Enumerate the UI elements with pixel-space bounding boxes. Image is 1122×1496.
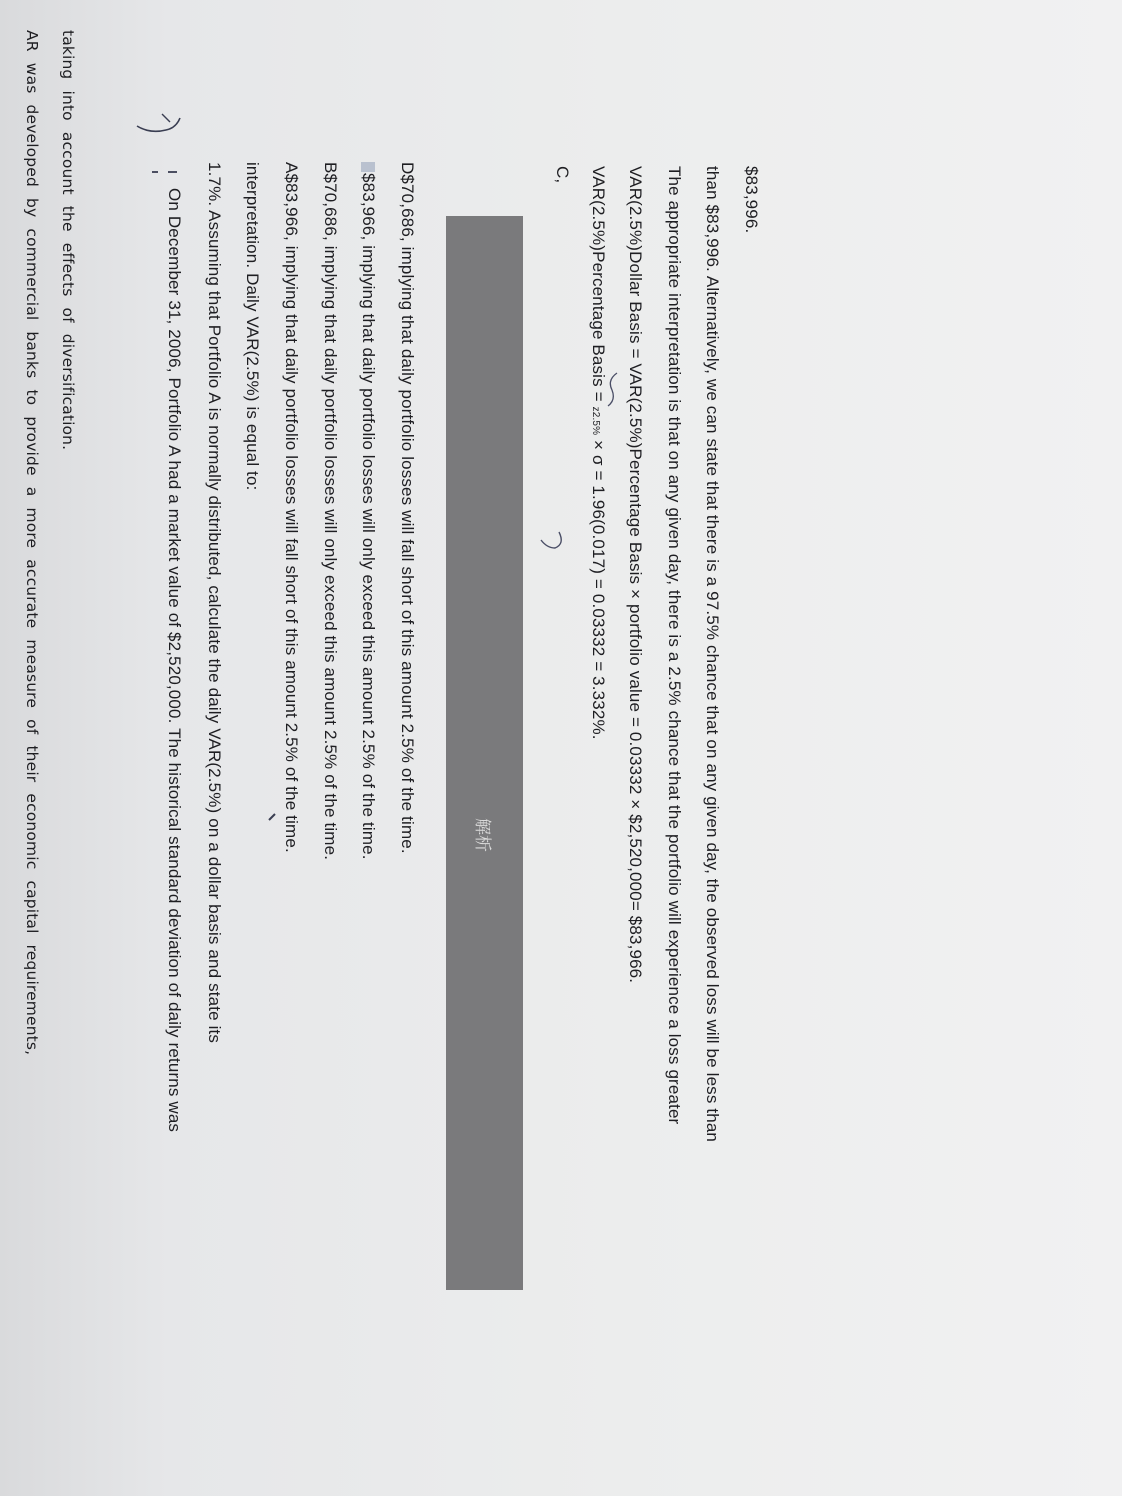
interpretation-line-3: $83,996. — [742, 166, 761, 234]
option-c — [358, 162, 378, 860]
interpretation-line-2: than $83,996. Alternatively, we can state that there is a 97.5% chance that on any given day, the observed loss will be less than — [703, 166, 722, 1143]
pen-dot — [265, 812, 277, 824]
interpretation-line-1: The appropriate interpretation is that on any given day, there is a 2.5% chance that the portfolio will experience a loss greater — [665, 166, 684, 1125]
calc-1-subscript: z2.5% — [590, 406, 601, 436]
intro-line-1: AR was developed by commercial banks to provide a more accurate measure of their economic capital requirements, — [23, 30, 41, 1056]
option-c-text: $83,966, implying that daily portfolio losses will only exceed this amount 2.5% of the time. — [359, 173, 378, 860]
option-d: D$70,686, implying that daily portfolio losses will fall short of this amount 2.5% of the time. — [398, 162, 417, 854]
highlight-marker — [361, 162, 375, 172]
option-b: B$70,686, implying that daily portfolio losses will only exceed this amount 2.5% of the time. — [321, 162, 340, 861]
explanation-header-band — [446, 216, 523, 1290]
intro-line-2: taking into account the effects of diversification. — [59, 30, 77, 451]
calc-dollar-basis: VAR(2.5%)Dollar Basis = VAR(2.5%)Percentage Basis × portfolio value = 0.03332 × $2,520,000= $83,966. — [626, 166, 645, 984]
question-line-2: 1.7%. Assuming that Portfolio A is normally distributed, calculate the daily VAR(2.5%) on a dollar basis and state its — [205, 162, 224, 1044]
option-a: A$83,966, implying that daily portfolio losses will fall short of this amount 2.5% of the time. — [282, 162, 301, 853]
question-line-3: interpretation. Daily VAR(2.5%) is equal to: — [243, 162, 262, 491]
calc-percentage-basis — [588, 166, 608, 740]
handwritten-question-number — [102, 108, 192, 198]
handwritten-arc — [537, 526, 567, 556]
calc-1-prefix: VAR(2.5%)Percentage Basis = — [589, 166, 608, 407]
question-line-1: On December 31, 2006, Portfolio A had a market value of $2,520,000. The historical standard deviation of daily returns was — [165, 188, 184, 1133]
explanation-header: 解析 — [473, 818, 492, 852]
handwritten-underline — [602, 370, 622, 410]
calc-1-suffix: × σ = 1.96(0.017) = 0.03332 = 3.332%. — [589, 435, 608, 740]
answer-choice: C, — [553, 166, 572, 184]
